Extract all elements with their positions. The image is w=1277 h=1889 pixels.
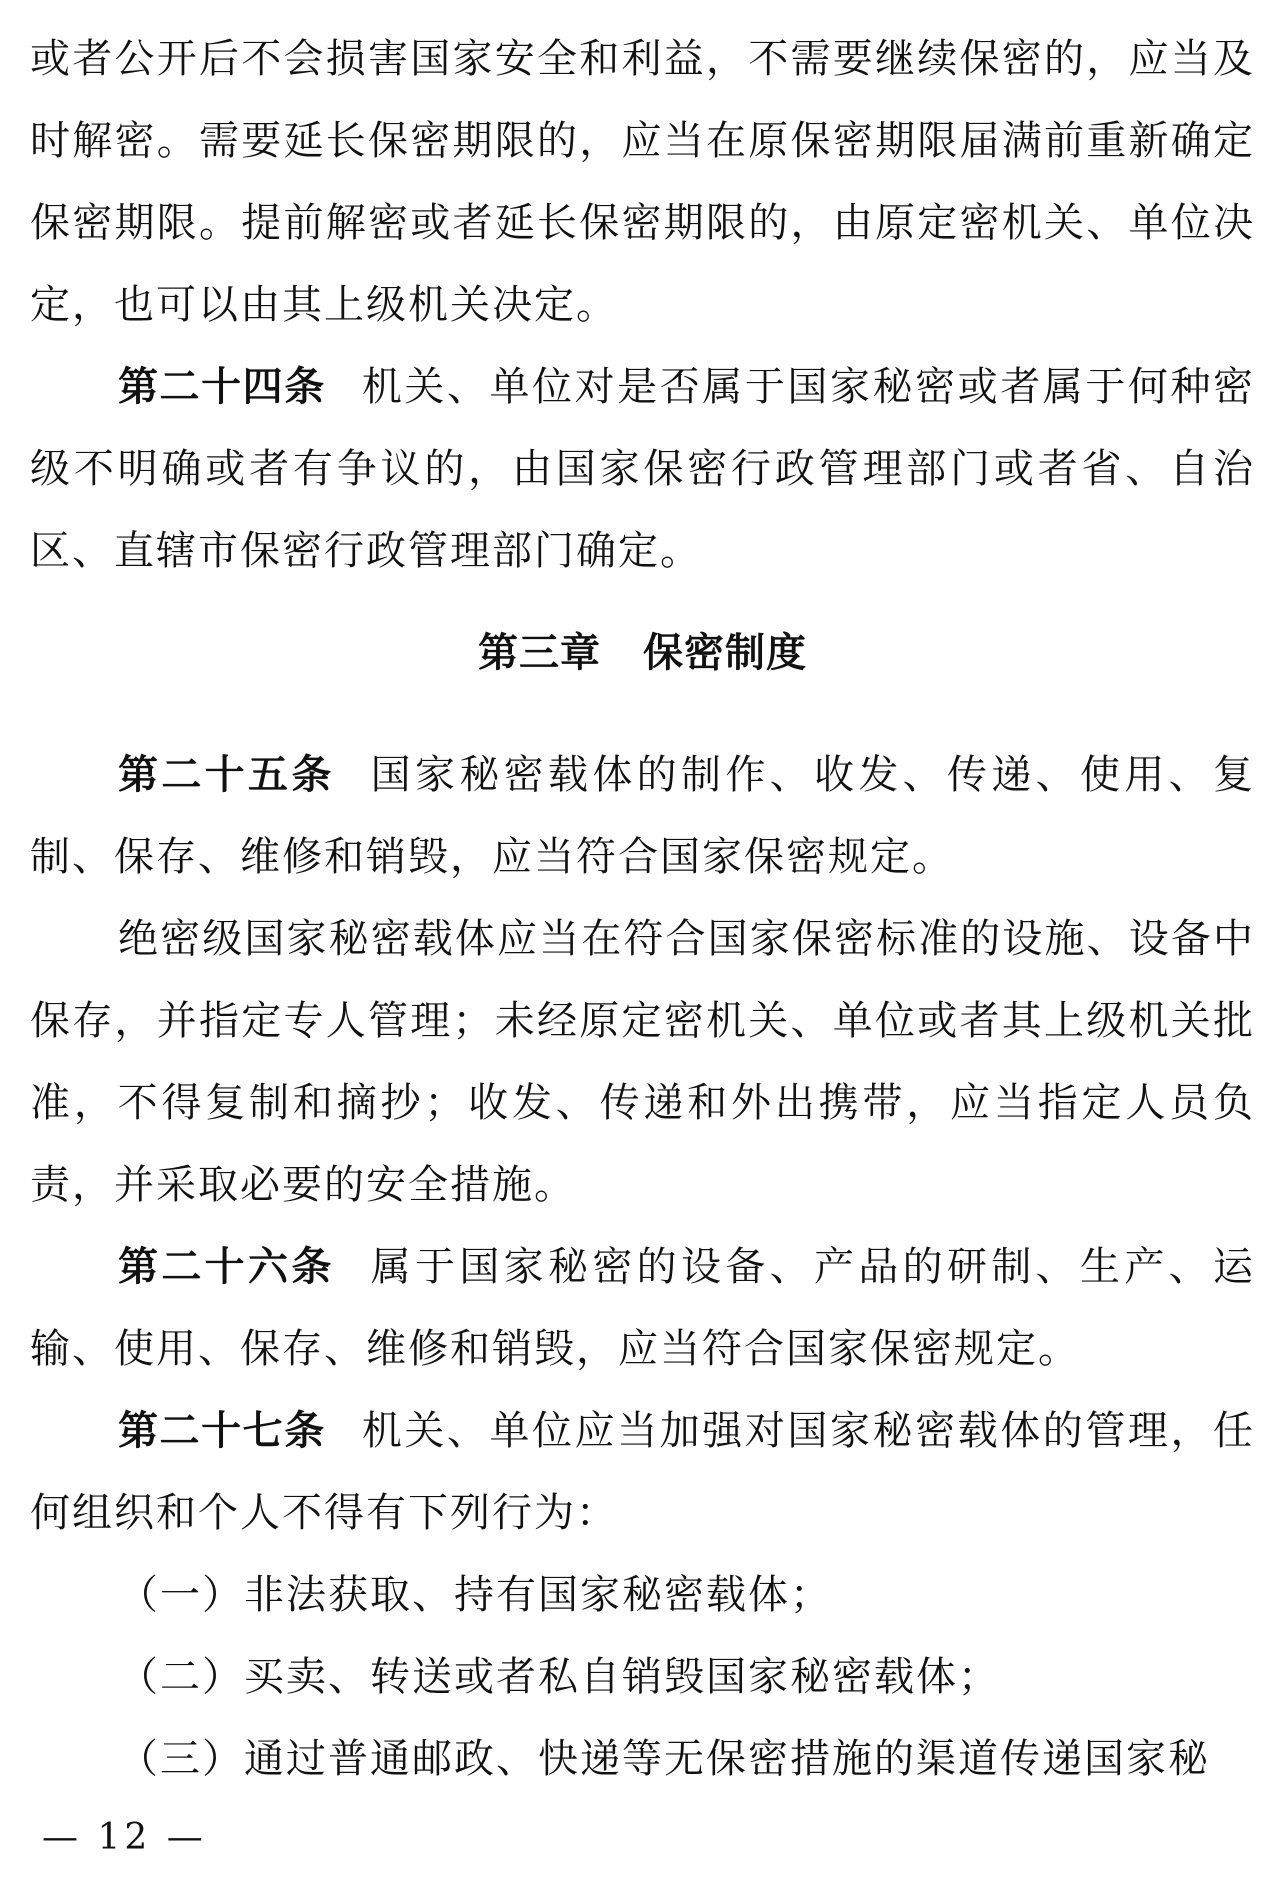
list-item-3: （三）通过普通邮政、快递等无保密措施的渠道传递国家秘 xyxy=(118,1736,1210,1782)
article-25 xyxy=(30,734,1255,898)
article-24-number: 第二十四条 xyxy=(118,364,326,410)
chapter-heading xyxy=(30,612,1255,694)
chapter-number: 第三章 xyxy=(478,630,601,676)
article-25-paragraph-2: 绝密级国家秘密载体应当在符合国家保密标准的设施、设备中保存，并指定专人管理；未经原定密机关、单位或者其上级机关批准，不得复制和摘抄；收发、传递和外出携带，应当指定人员负责，并采取必要的安全措施。 xyxy=(30,916,1255,1208)
page-number: — 12 — xyxy=(42,1817,207,1858)
article-26 xyxy=(30,1226,1255,1390)
article-25-text: 国家秘密载体的制作、收发、传递、使用、复制、保存、维修和销毁，应当符合国家保密规定。 xyxy=(30,752,1256,880)
article-27-text: 机关、单位应当加强对国家秘密载体的管理，任何组织和个人不得有下列行为： xyxy=(30,1408,1256,1536)
article-24-text: 机关、单位对是否属于国家秘密或者属于何种密级不明确或者有争议的，由国家保密行政管理部门或者省、自治区、直辖市保密行政管理部门确定。 xyxy=(30,364,1256,574)
paragraph-declassification: 或者公开后不会损害国家安全和利益，不需要继续保密的，应当及时解密。需要延长保密期限的，应当在原保密期限届满前重新确定保密期限。提前解密或者延长保密期限的，由原定密机关、单位决定，也可以由其上级机关决定。 xyxy=(30,36,1255,328)
article-26-number: 第二十六条 xyxy=(118,1244,335,1290)
article-25-number: 第二十五条 xyxy=(118,752,335,798)
article-24 xyxy=(30,346,1255,592)
article-26-text: 属于国家秘密的设备、产品的研制、生产、运输、使用、保存、维修和销毁，应当符合国家保密规定。 xyxy=(30,1244,1256,1372)
list-item-1: （一）非法获取、持有国家秘密载体； xyxy=(118,1572,832,1618)
article-27 xyxy=(30,1390,1255,1554)
article-27-number: 第二十七条 xyxy=(118,1408,326,1454)
list-item-2: （二）买卖、转送或者私自销毁国家秘密载体； xyxy=(118,1654,1000,1700)
chapter-title: 保密制度 xyxy=(643,630,807,676)
